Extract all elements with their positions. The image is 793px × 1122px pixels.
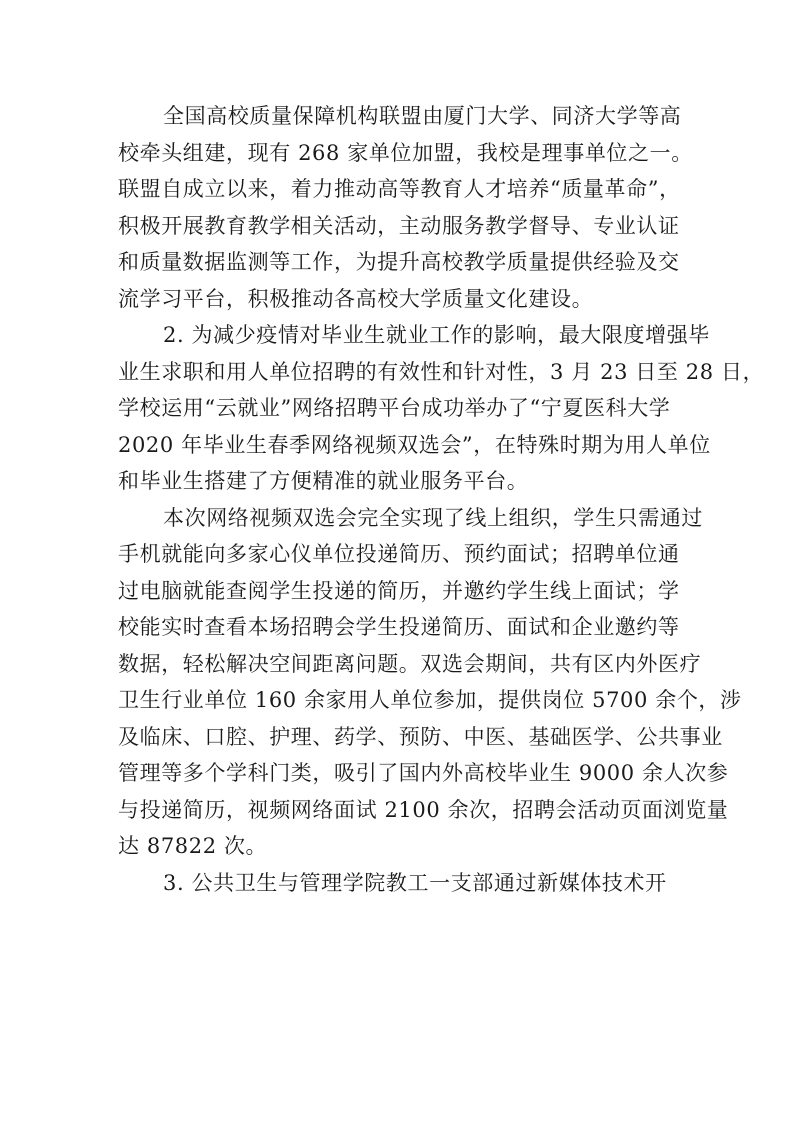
paragraph-1-line-5: 和质量数据监测等工作，为提升高校教学质量提供经验及交 <box>118 250 680 274</box>
paragraph-1-line-3: 联盟自成立以来，着力推动高等教育人才培养“质量革命”， <box>118 177 681 201</box>
paragraph-1-line-2: 校牵头组建，现有 268 家单位加盟，我校是理事单位之一。 <box>118 140 693 165</box>
paragraph-2-line-2: 业生求职和用人单位招聘的有效性和针对性，3 月 23 日至 28 日， <box>118 359 765 384</box>
paragraph-3-line-1: 本次网络视频双选会完全实现了线上组织，学生只需通过 <box>163 505 703 530</box>
paragraph-1-line-4: 积极开展教育教学相关活动，主动服务教学督导、专业认证 <box>118 213 680 238</box>
paragraph-3-line-2: 手机就能向多家心仪单位投递简历、预约面试；招聘单位通 <box>118 542 680 566</box>
paragraph-3-line-8: 管理等多个学科门类，吸引了国内外高校毕业生 9000 余人次参 <box>118 761 729 785</box>
paragraph-2-line-4: 2020 年毕业生春季网络视频双选会”，在特殊时期为用人单位 <box>118 432 711 457</box>
paragraph-2-line-1: 2. 为减少疫情对毕业生就业工作的影响，最大限度增强毕 <box>163 323 710 347</box>
paragraph-3-line-7: 及临床、口腔、护理、药学、预防、中医、基础医学、公共事业 <box>118 724 723 749</box>
paragraph-2-line-5: 和毕业生搭建了方便精准的就业服务平台。 <box>118 469 529 493</box>
paragraph-1-line-1: 全国高校质量保障机构联盟由厦门大学、同济大学等高 <box>163 104 682 128</box>
paragraph-3-line-4: 校能实时查看本场招聘会学生投递简历、面试和企业邀约等 <box>118 615 680 639</box>
document-body <box>118 98 765 901</box>
paragraph-2-line-3: 学校运用“云就业”网络招聘平台成功举办了“宁夏医科大学 <box>118 396 671 420</box>
paragraph-3-line-5: 数据，轻松解决空间距离问题。双选会期间，共有区内外医疗 <box>118 651 702 676</box>
paragraph-1-line-6: 流学习平台，积极推动各高校大学质量文化建设。 <box>118 286 594 311</box>
paragraph-3-line-3: 过电脑就能查阅学生投递的简历，并邀约学生线上面试；学 <box>118 578 680 603</box>
paragraph-3-line-10: 达 87822 次。 <box>118 834 268 858</box>
paragraph-3-line-6: 卫生行业单位 160 余家用人单位参加，提供岗位 5700 余个，涉 <box>118 688 742 712</box>
paragraph-4-line-1: 3. 公共卫生与管理学院教工一支部通过新媒体技术开 <box>163 870 667 895</box>
paragraph-3-line-9: 与投递简历，视频网络面试 2100 余次，招聘会活动页面浏览量 <box>118 797 729 822</box>
